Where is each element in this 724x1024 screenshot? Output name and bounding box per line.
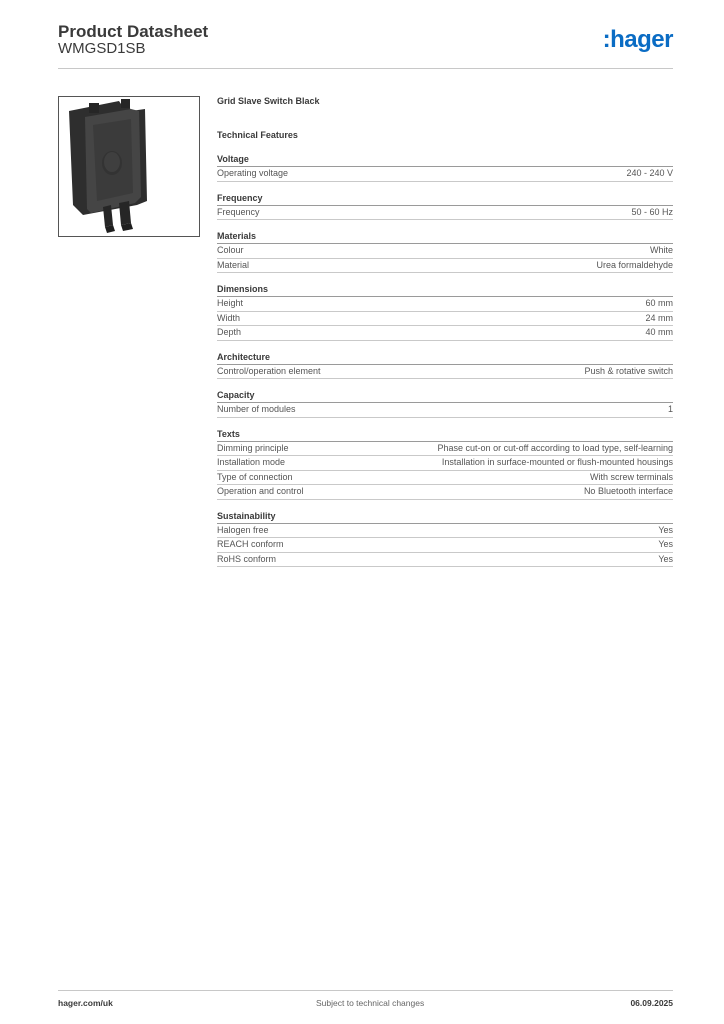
spec-label: Material (217, 259, 250, 270)
spec-value: Urea formaldehyde (596, 259, 673, 270)
spec-row (217, 244, 673, 259)
section-dimensions (217, 283, 673, 341)
spec-value: Installation in surface-mounted or flush-mounted housings (441, 457, 673, 467)
switch-module-illustration (59, 97, 199, 236)
spec-value: 50 - 60 Hz (631, 206, 673, 217)
spec-value: Yes (658, 524, 673, 535)
section-title: Frequency (217, 192, 673, 206)
section-title: Architecture (217, 351, 673, 365)
spec-value: With screw terminals (589, 471, 673, 482)
spec-label: Colour (217, 245, 244, 255)
spec-value: No Bluetooth interface (583, 486, 673, 496)
spec-row (217, 365, 673, 380)
section-materials (217, 230, 673, 273)
spec-row (217, 471, 673, 486)
spec-label: Dimming principle (217, 442, 289, 453)
spec-label: Operating voltage (217, 168, 289, 178)
spec-row (217, 442, 673, 457)
spec-value: 60 mm (645, 298, 673, 308)
section-title: Sustainability (217, 510, 673, 524)
spec-value: 40 mm (645, 327, 673, 337)
spec-row (217, 485, 673, 500)
product-name: Grid Slave Switch Black (217, 96, 320, 106)
spec-label: Installation mode (217, 457, 286, 467)
section-texts (217, 428, 673, 500)
spec-value: 1 (667, 404, 673, 414)
document-title: Product Datasheet (58, 22, 209, 41)
spec-label: Frequency (217, 206, 260, 217)
technical-features-heading: Technical Features (217, 130, 298, 140)
section-title: Dimensions (217, 283, 673, 297)
spec-label: Type of connection (217, 471, 293, 482)
spec-label: Operation and control (217, 486, 304, 496)
spec-label: Number of modules (217, 404, 296, 414)
section-capacity (217, 389, 673, 418)
section-architecture (217, 351, 673, 380)
spec-label: Control/operation element (217, 365, 321, 376)
spec-row (217, 403, 673, 418)
spec-row (217, 456, 673, 471)
spec-label: Height (217, 298, 244, 308)
spec-value: Yes (658, 553, 673, 564)
section-title: Materials (217, 230, 673, 244)
section-sustainability (217, 510, 673, 568)
footer-date: 06.09.2025 (630, 998, 673, 1008)
section-voltage (217, 153, 673, 182)
spec-value: White (649, 245, 673, 255)
spec-row (217, 312, 673, 327)
hager-logo: :hager (602, 26, 673, 53)
spec-value: 24 mm (645, 312, 673, 323)
footer-notice: Subject to technical changes (316, 998, 425, 1008)
spec-label: REACH conform (217, 539, 284, 549)
spec-label: Depth (217, 327, 242, 337)
spec-label: RoHS conform (217, 553, 277, 564)
spec-value: Yes (658, 539, 673, 549)
spec-label: Width (217, 312, 241, 323)
spec-value: Push & rotative switch (584, 365, 673, 376)
spec-label: Halogen free (217, 524, 269, 535)
section-title: Texts (217, 428, 673, 442)
footer-divider (58, 990, 673, 991)
spec-row (217, 553, 673, 568)
page-header (58, 22, 673, 68)
spec-value: Phase cut-on or cut-off according to load type, self-learning (437, 442, 673, 453)
technical-content (217, 95, 673, 567)
spec-row (217, 259, 673, 274)
spec-row (217, 524, 673, 539)
product-code: WMGSD1SB (58, 40, 146, 57)
spec-row (217, 206, 673, 221)
section-title: Capacity (217, 389, 673, 403)
spec-row (217, 297, 673, 312)
section-frequency (217, 192, 673, 221)
spec-value: 240 - 240 V (626, 168, 673, 178)
footer-website: hager.com/uk (58, 998, 113, 1008)
product-image (58, 96, 200, 237)
spec-row (217, 326, 673, 341)
spec-row (217, 538, 673, 553)
spec-row (217, 167, 673, 182)
section-title: Voltage (217, 153, 673, 167)
header-divider (58, 68, 673, 69)
